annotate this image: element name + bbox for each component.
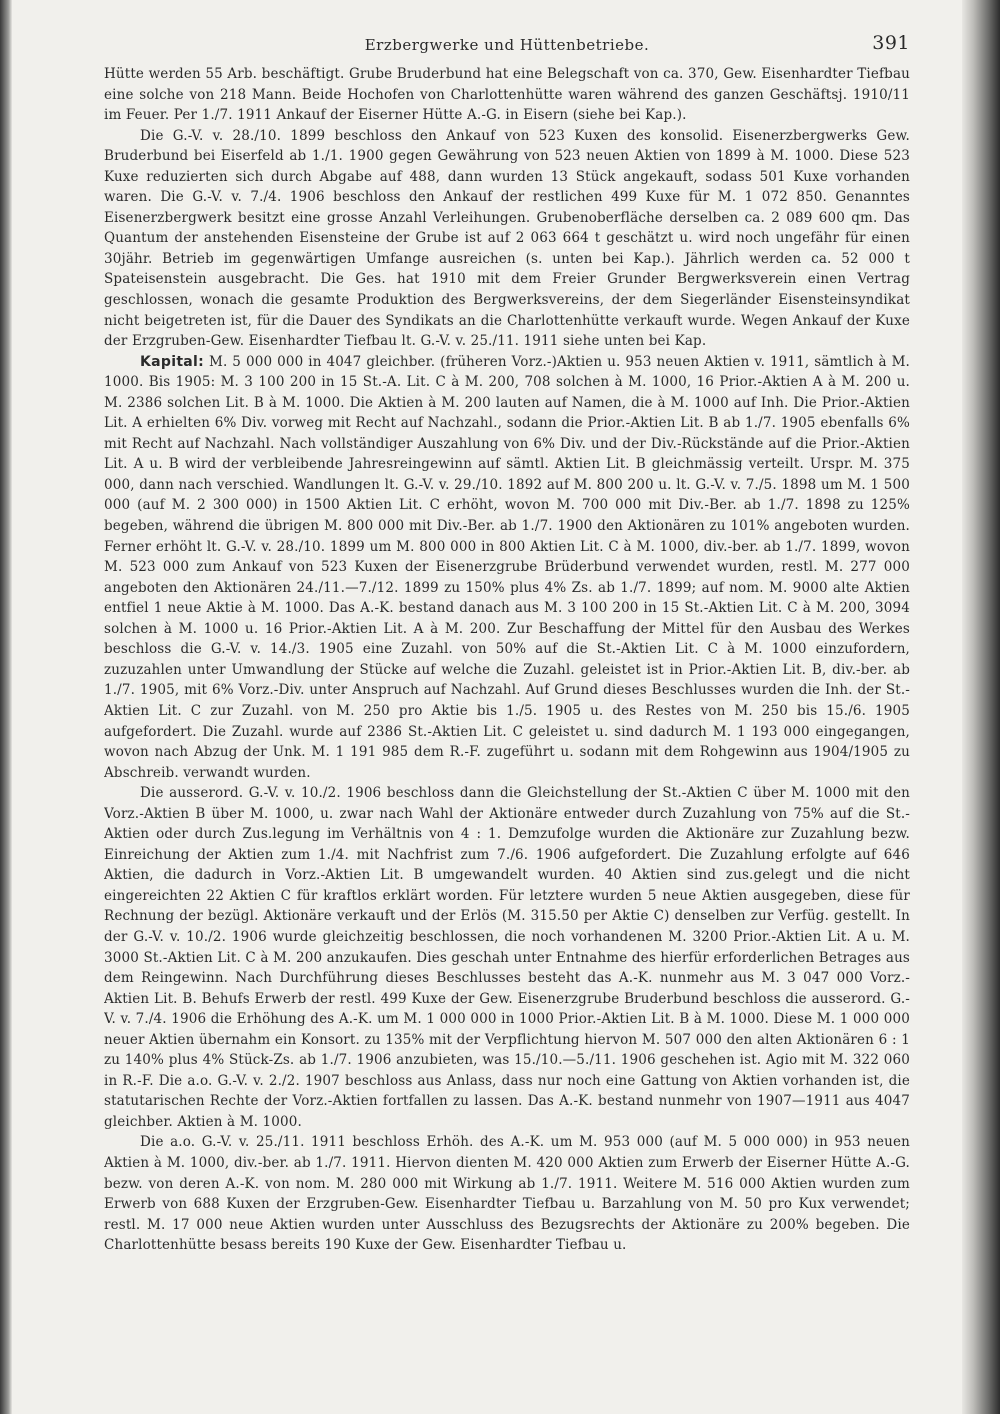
page-number: 391 [872, 32, 910, 54]
paragraph-plant-intro [104, 64, 910, 126]
paragraph-text: Hütte werden 55 Arb. beschäftigt. Grube Bruderbund hat eine Belegschaft von ca. 370, Gew. Eisenhardter Tiefbau eine solche von 218 Mann. Beide Hochofen von Charlottenhütte waren während des ganzen Geschäftsj. 1910/11 im Feuer. Per 1./7. 1911 Ankauf der Eiserner Hütte A.-G. in Eisern (siehe bei Kap.). [104, 66, 910, 124]
scan-edge-left [0, 0, 12, 1414]
paragraph-erhoehung-1911 [104, 1132, 910, 1255]
paragraph-bruderbund [104, 126, 910, 352]
running-head [104, 30, 910, 64]
paragraph-text: M. 5 000 000 in 4047 gleichber. (früheren Vorz.-)Aktien u. 953 neuen Aktien v. 1911, sämtlich à M. 1000. Bis 1905: M. 3 100 200 in 15 St.-A. Lit. C à M. 200, 708 solchen à M. 1000, 16 Prior.-Aktien A à M. 200 u. M. 2386 solchen Lit. B à M. 1000. Die Aktien à M. 200 lauten auf Namen, die à M. 1000 auf Inh. Die Prior.-Aktien Lit. A erhielten 6% Div. vorweg mit Recht auf Nachzahl., sodann die Prior.-Aktien Lit. B ab 1./7. 1905 ebenfalls 6% mit Recht auf Nachzahl. Nach vollständiger Auszahlung von 6% Div. und der Div.-Rückstände auf die Prior.-Aktien Lit. A u. B wird der verbleibende Jahresreingewinn auf sämtl. Aktien Lit. B gleichmässig verteilt. Urspr. M. 375 000, dann nach verschied. Wandlungen lt. G.-V. v. 29./10. 1892 auf M. 800 200 u. lt. G.-V. v. 7./5. 1898 um M. 1 500 000 (auf M. 2 300 000) in 1500 Aktien Lit. C erhöht, wovon M. 700 000 mit Div.-Ber. ab 1./7. 1898 zu 125% begeben, während die übrigen M. 800 000 mit Div.-Ber. ab 1./7. 1900 den Aktionären zu 101% angeboten wurden. Ferner erhöht lt. G.-V. v. 28./10. 1899 um M. 800 000 in 800 Aktien Lit. C à M. 1000, div.-ber. ab 1./7. 1899, wovon M. 523 000 zum Ankauf von 523 Kuxen der Eisenerzgrube Brüderbund verwendet wurden, restl. M. 277 000 angeboten den Aktionären 24./11.—7./12. 1899 zu 150% plus 4% Zs. ab 1./7. 1899; auf nom. M. 9000 alte Aktien entfiel 1 neue Aktie à M. 1000. Das A.-K. bestand danach aus M. 3 100 200 in 15 St.-Aktien Lit. C à M. 200, 3094 solchen à M. 1000 u. 16 Prior.-Aktien Lit. A à M. 200. Zur Beschaffung der Mittel für den Ausbau des Werkes beschloss die G.-V. v. 14./3. 1905 eine Zuzahl. von 50% auf die St.-Aktien Lit. C à M. 1000 einzufordern, zuzuzahlen unter Umwandlung der Stücke auf welche die Zuzahl. geleistet ist in Prior.-Aktien Lit. B, div.-ber. ab 1./7. 1905, mit 6% Vorz.-Div. unter Anspruch auf Nachzahl. Auf Grund dieses Beschlusses wurden die Inh. der St.-Aktien Lit. C zur Zuzahl. von M. 250 pro Aktie bis 1./5. 1905 u. des Restes von M. 250 bis 15./6. 1905 aufgefordert. Die Zuzahl. wurde auf 2386 St.-Aktien Lit. C geleistet u. sind dadurch M. 1 193 000 eingegangen, wovon nach Abzug der Unk. M. 1 191 985 dem R.-F. zugeführt u. sodann mit dem Rohgewinn aus 1904/1905 zu Abschreib. verwandt wurden. [104, 353, 910, 781]
running-title: Erzbergwerke und Hüttenbetriebe. [364, 36, 650, 54]
scan-edge-right [962, 0, 1000, 1414]
body-text [104, 64, 910, 1256]
kapital-label: Kapital: [140, 353, 205, 370]
book-page [104, 30, 910, 1402]
paragraph-text: Die ausserord. G.-V. v. 10./2. 1906 beschloss dann die Gleichstellung der St.-Aktien C über M. 1000 mit den Vorz.-Aktien B über M. 1000, u. zwar nach Wahl der Aktionäre entweder durch Zuzahlung von 75% auf die St.-Aktien oder durch Zus.legung im Verhältnis von 4 : 1. Demzufolge wurden die Aktionäre zur Zuzahlung bezw. Einreichung der Aktien zum 1./4. mit Nachfrist zum 7./6. 1906 aufgefordert. Die Zuzahlung erfolgte auf 646 Aktien, die dadurch in Vorz.-Aktien Lit. B umgewandelt wurden. 40 Aktien sind zus.gelegt und die nicht eingereichten 22 Aktien C für kraftlos erklärt worden. Für letztere wurden 5 neue Aktien ausgegeben, diese für Rechnung der bezügl. Aktionäre verkauft und der Erlös (M. 315.50 per Aktie C) denselben zur Verfüg. gestellt. In der G.-V. v. 10./2. 1906 wurde gleichzeitig beschlossen, die noch vorhandenen M. 3200 Prior.-Aktien Lit. A u. M. 3000 St.-Aktien Lit. C à M. 200 anzukaufen. Dies geschah unter Entnahme des hierfür erforderlichen Betrages aus dem Reingewinn. Nach Durchführung dieses Beschlusses besteht das A.-K. nunmehr aus M. 3 047 000 Vorz.-Aktien Lit. B. Behufs Erwerb der restl. 499 Kuxe der Gew. Eisenerzgrube Bruderbund beschloss die ausserord. G.-V. v. 7./4. 1906 die Erhöhung des A.-K. um M. 1 000 000 in 1000 Prior.-Aktien Lit. B à M. 1000. Diese M. 1 000 000 neuer Aktien übernahm ein Konsort. zu 135% mit der Verpflichtung hiervon M. 507 000 den alten Aktionären 6 : 1 zu 140% plus 4% Stück-Zs. ab 1./7. 1906 anzubieten, was 15./10.—5./11. 1906 geschehen ist. Agio mit M. 322 060 in R.-F. Die a.o. G.-V. v. 2./2. 1907 beschloss aus Anlass, dass nur noch eine Gattung von Aktien vorhanden ist, die statutarischen Rechte der Vorz.-Aktien fortfallen zu lassen. Das A.-K. bestand nunmehr von 1907—1911 aus 4047 gleichber. Aktien à M. 1000. [104, 785, 910, 1130]
paragraph-text: Die a.o. G.-V. v. 25./11. 1911 beschloss Erhöh. des A.-K. um M. 953 000 (auf M. 5 000 000) in 953 neuen Aktien à M. 1000, div.-ber. ab 1./7. 1911. Hiervon dienten M. 420 000 Aktien zum Erwerb der Eiserner Hütte A.-G. bezw. von deren A.-K. von nom. M. 280 000 mit Wirkung ab 1./7. 1911. Weitere M. 516 000 Aktien wurden zum Erwerb von 688 Kuxen der Erzgruben-Gew. Eisenhardter Tiefbau u. Barzahlung von M. 50 pro Kux verwendet; restl. M. 17 000 neue Aktien wurden unter Ausschluss des Bezugsrechts der Aktionäre zu 200% begeben. Die Charlottenhütte besass bereits 190 Kuxe der Gew. Eisenhardter Tiefbau u. [104, 1134, 910, 1254]
paragraph-kapital [104, 352, 910, 783]
paragraph-gleichstellung [104, 783, 910, 1132]
paragraph-text: Die G.-V. v. 28./10. 1899 beschloss den Ankauf von 523 Kuxen des konsolid. Eisenerzbergwerks Gew. Bruderbund bei Eiserfeld ab 1./1. 1900 gegen Gewährung von 523 neuen Aktien von 1899 à M. 1000. Diese 523 Kuxe reduzierten sich durch Abgabe auf 488, dann wurden 13 Stück angekauft, sodass 501 Kuxe vorhanden waren. Die G.-V. v. 7./4. 1906 beschloss den Ankauf der restlichen 499 Kuxe für M. 1 072 850. Genanntes Eisenerzbergwerk besitzt eine grosse Anzahl Verleihungen. Grubenoberfläche derselben ca. 2 089 600 qm. Das Quantum der anstehenden Eisensteine der Grube ist auf 2 063 664 t geschätzt u. wird noch ungefähr für einen 30jähr. Betrieb im gegenwärtigen Umfange ausreichen (s. unten bei Kap.). Jährlich werden ca. 52 000 t Spateisenstein ausgebracht. Die Ges. hat 1910 mit dem Freier Grunder Bergwerksverein einen Vertrag geschlossen, wonach die gesamte Produktion des Bergwerksvereins, der dem Siegerländer Eisensteinsyndikat nicht beigetreten ist, für die Dauer des Syndikats an die Charlottenhütte verkauft wurde. Wegen Ankauf der Kuxe der Erzgruben-Gew. Eisenhardter Tiefbau lt. G.-V. v. 25./11. 1911 siehe unten bei Kap. [104, 127, 910, 350]
